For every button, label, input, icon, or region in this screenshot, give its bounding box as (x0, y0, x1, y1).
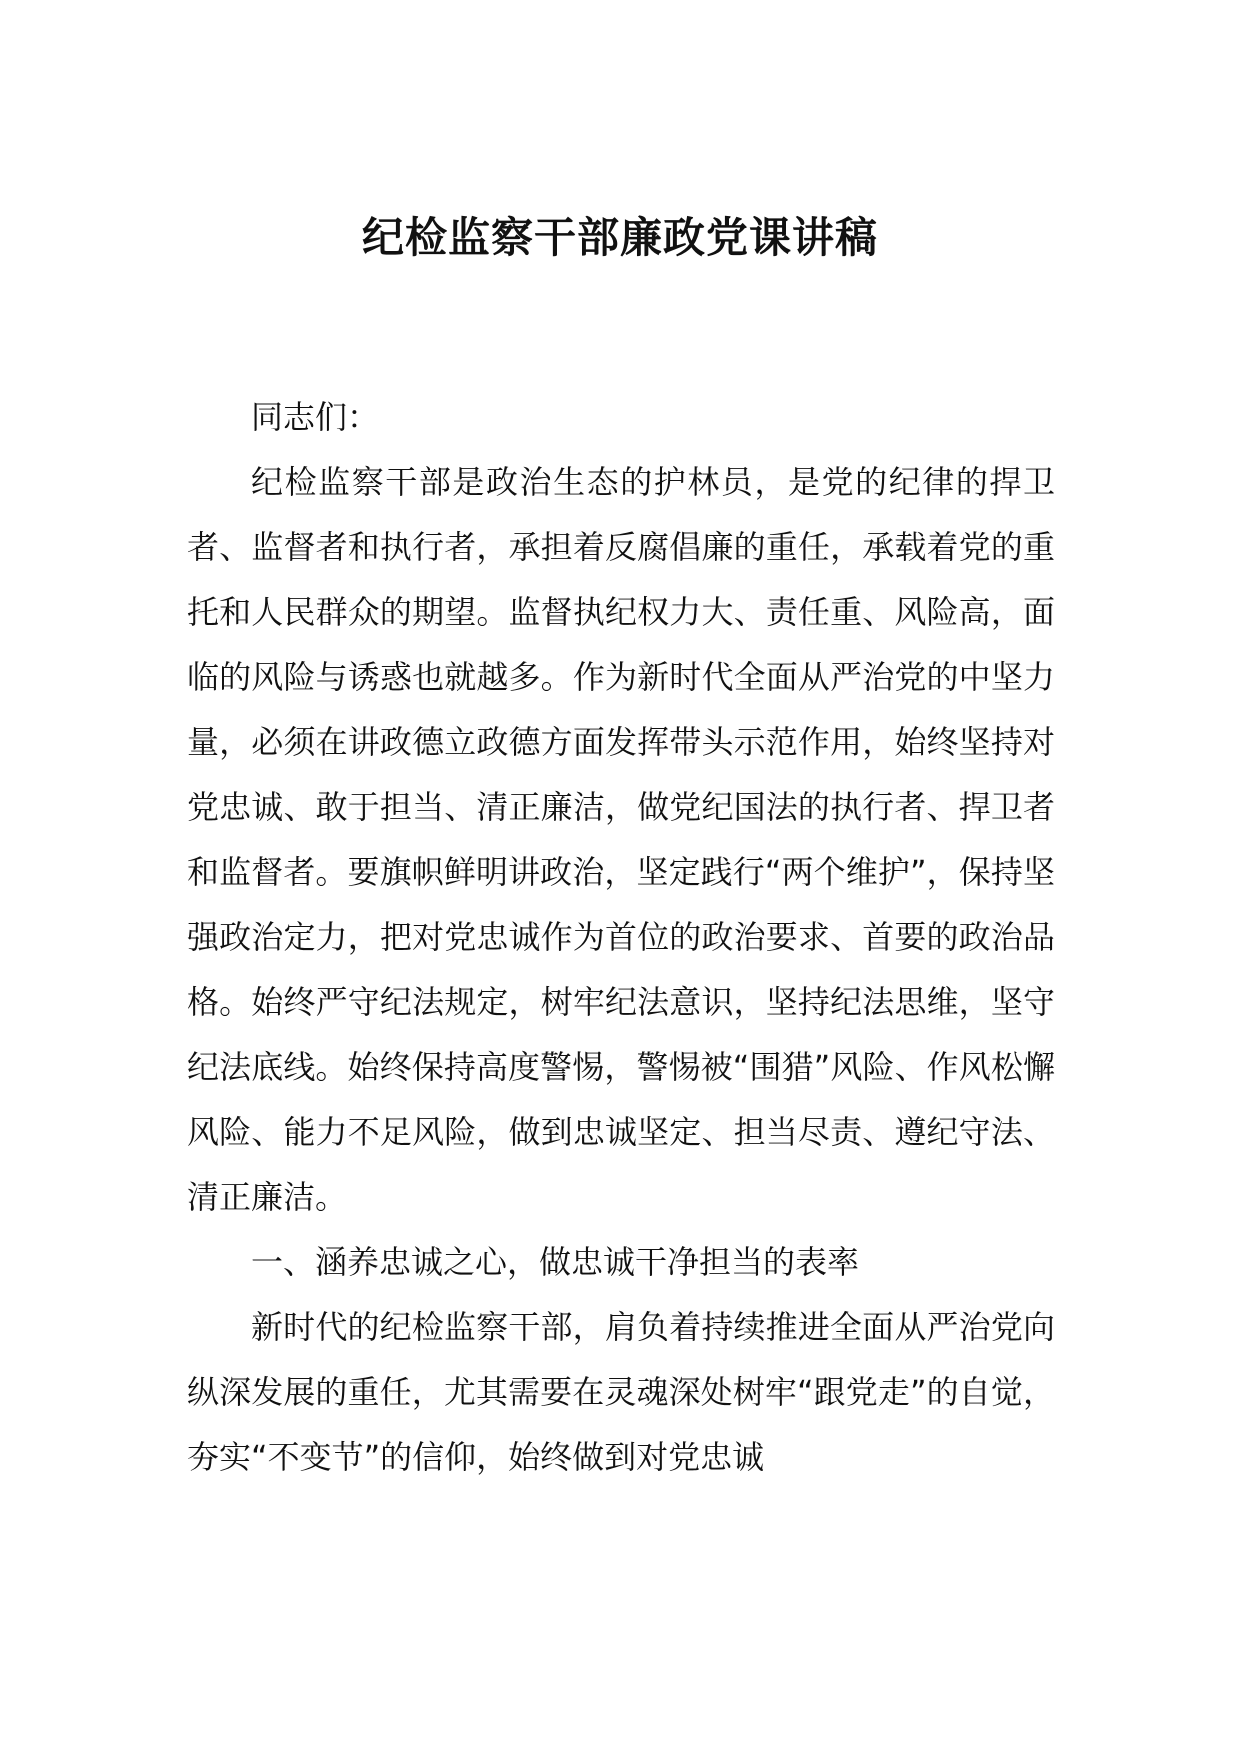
document-title: 纪检监察干部廉政党课讲稿 (361, 213, 878, 262)
salutation-paragraph: 同志们： (251, 398, 380, 436)
section-heading-1: 一、涵养忠诚之心，做忠诚干净担当的表率 (251, 1243, 860, 1281)
document-body (187, 385, 1055, 1490)
section-1-paragraph: 新时代的纪检监察干部，肩负着持续推进全面从严治党向纵深发展的重任，尤其需要在灵魂深处树牢“跟党走”的自觉，夯实“不变节”的信仰，始终做到对党忠诚 (187, 1308, 1055, 1476)
intro-paragraph: 纪检监察干部是政治生态的护林员，是党的纪律的捍卫者、监督者和执行者，承担着反腐倡廉的重任，承载着党的重托和人民群众的期望。监督执纪权力大、责任重、风险高，面临的风险与诱惑也就越多。作为新时代全面从严治党的中坚力量，必须在讲政德立政德方面发挥带头示范作用，始终坚持对党忠诚、敢于担当、清正廉洁，做党纪国法的执行者、捍卫者和监督者。要旗帜鲜明讲政治，坚定践行“两个维护”，保持坚强政治定力，把对党忠诚作为首位的政治要求、首要的政治品格。始终严守纪法规定，树牢纪法意识，坚持纪法思维，坚守纪法底线。始终保持高度警惕，警惕被“围猎”风险、作风松懈风险、能力不足风险，做到忠诚坚定、担当尽责、遵纪守法、清正廉洁。 (187, 463, 1055, 1216)
